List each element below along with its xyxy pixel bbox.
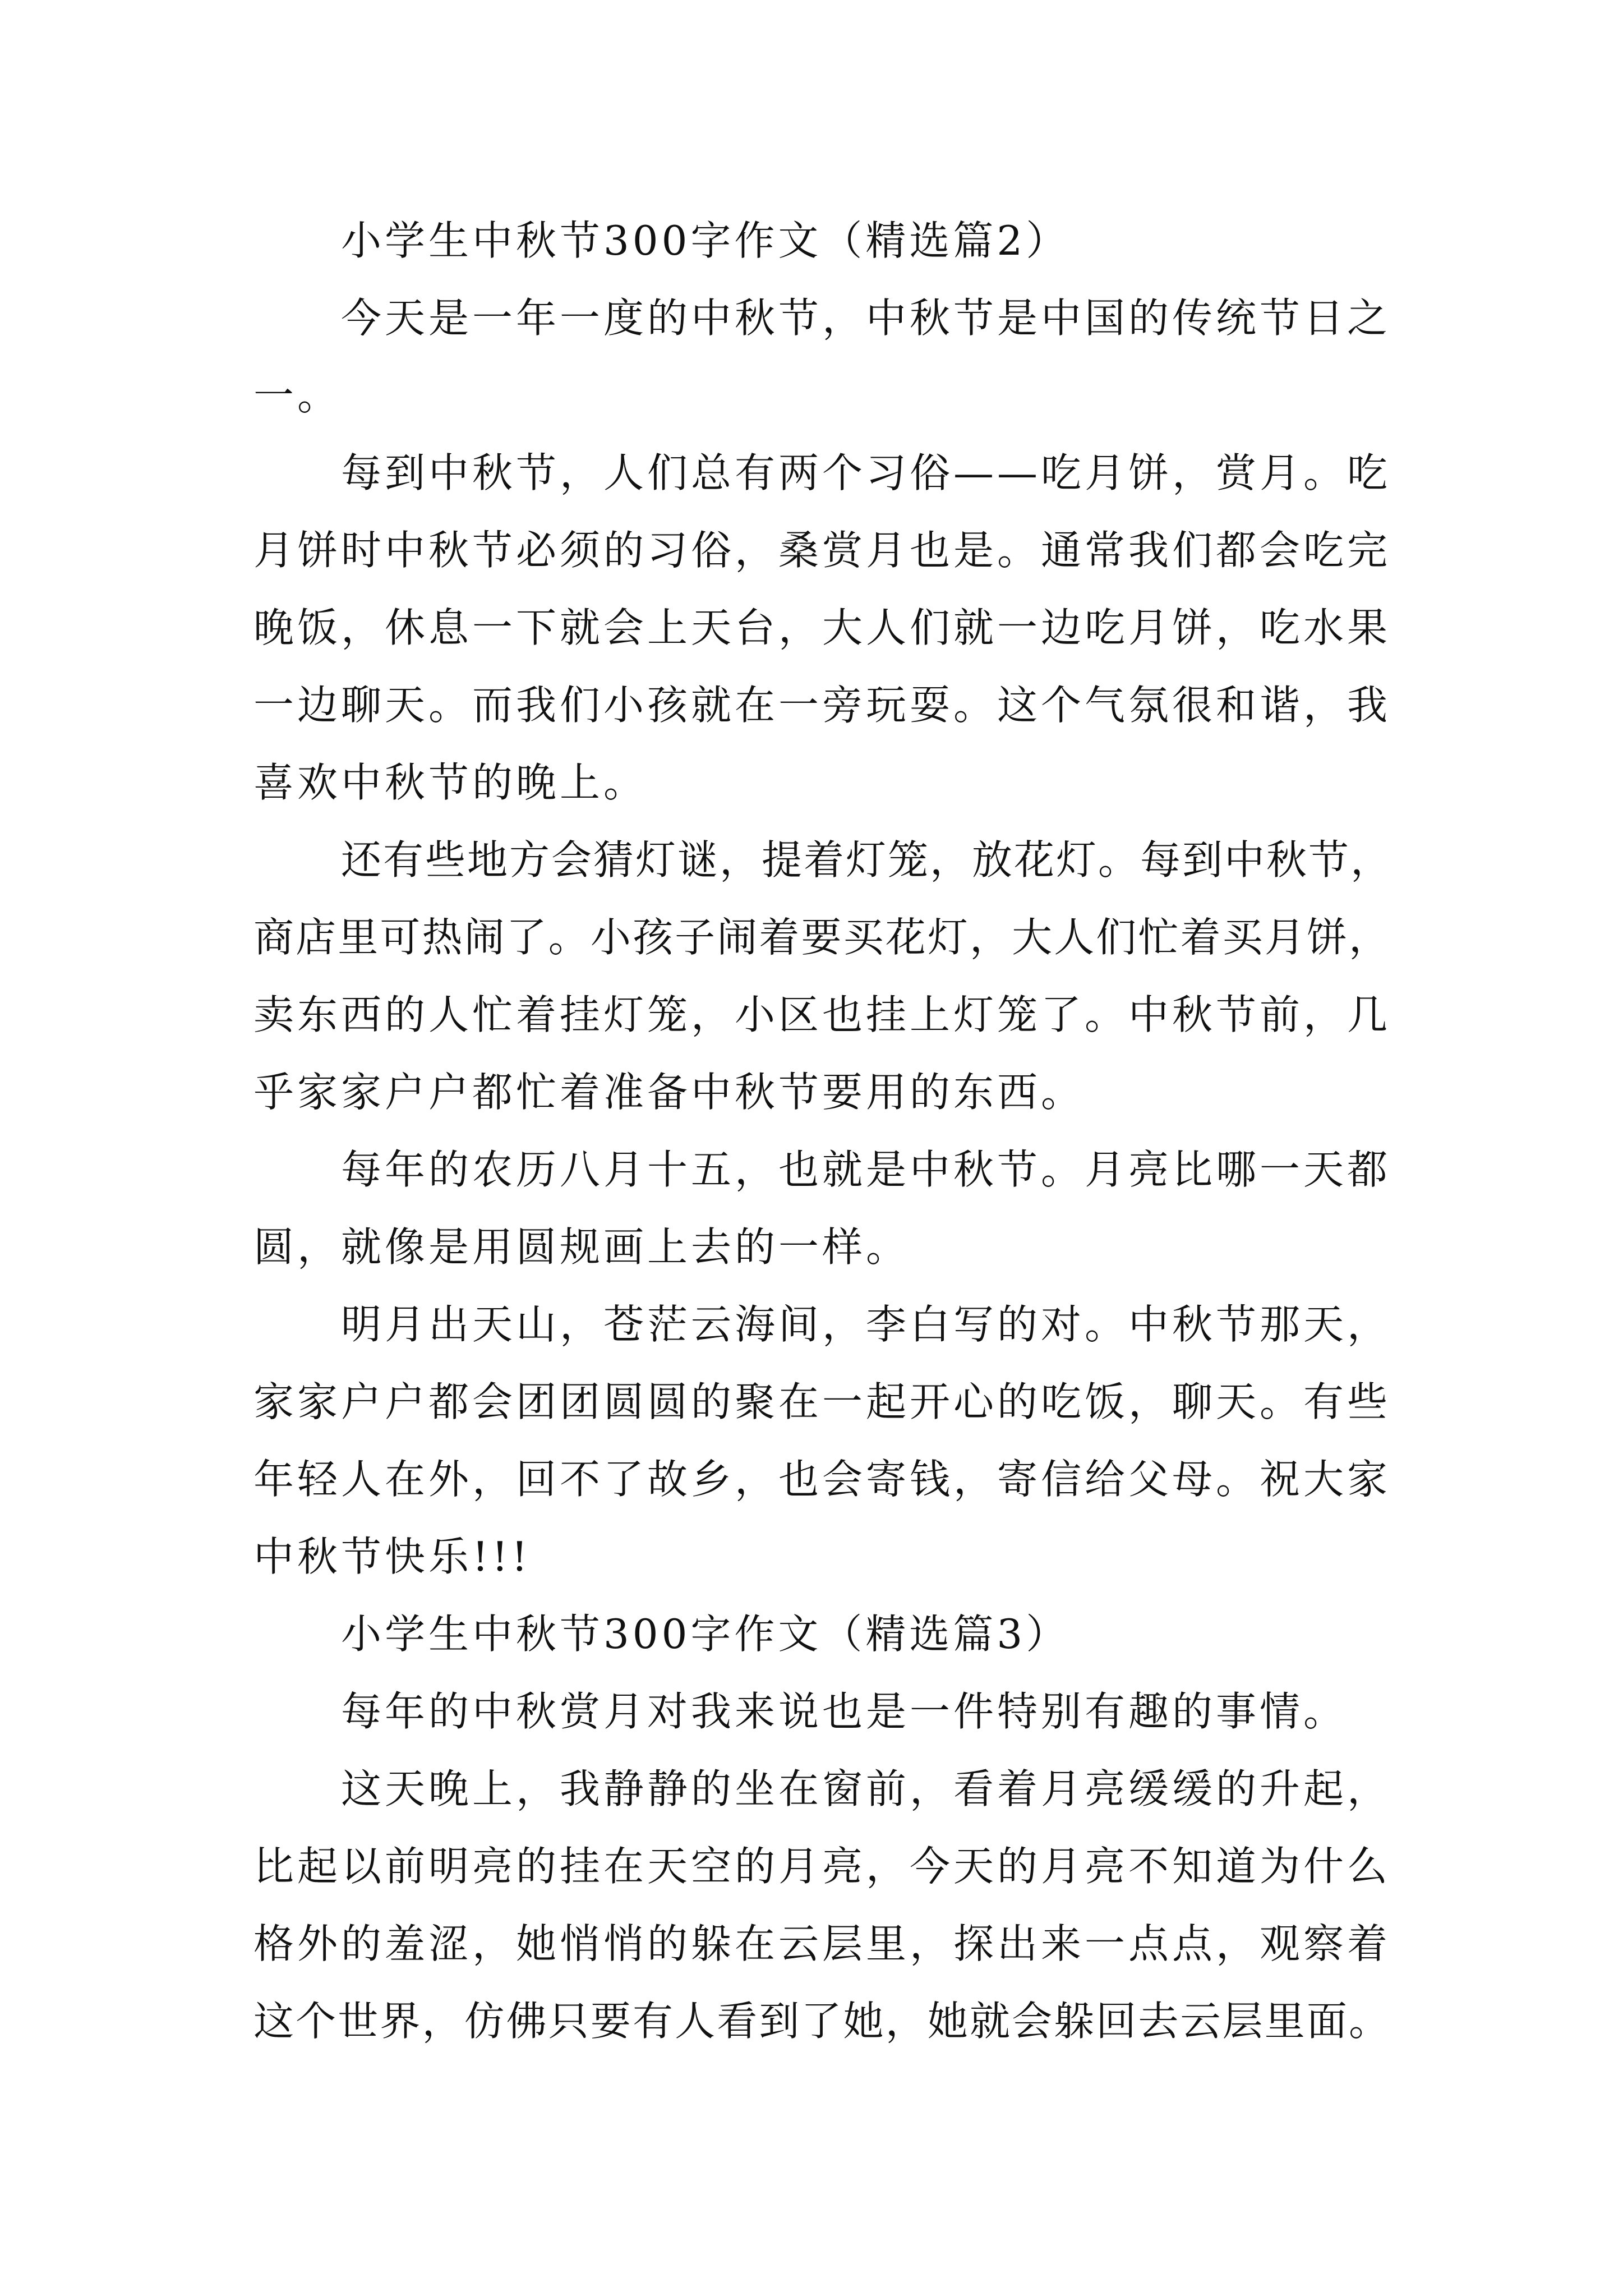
paragraph-line: 月饼时中秋节必须的习俗，桑赏月也是。通常我们都会吃完 <box>253 527 1391 574</box>
paragraph <box>253 1673 1391 1750</box>
paragraph-line: 这个世界，仿佛只要有人看到了她，她就会躲回去云层里面。 <box>253 1998 1391 2045</box>
paragraph-line: 中秋节快乐!!! <box>253 1533 531 1580</box>
paragraph-line: 每到中秋节，人们总有两个习俗——吃月饼，赏月。吃 <box>341 449 1391 496</box>
paragraph <box>253 434 1391 821</box>
paragraph-line: 晚饭，休息一下就会上天台，大人们就一边吃月饼，吃水果 <box>253 604 1391 651</box>
paragraph <box>253 821 1391 1131</box>
paragraph-line: 喜欢中秋节的晚上。 <box>253 759 648 806</box>
paragraph-line: 每年的农历八月十五，也就是中秋节。月亮比哪一天都 <box>341 1146 1391 1193</box>
paragraph <box>253 1286 1391 1595</box>
document-body <box>253 202 1391 2060</box>
paragraph-line: 一。 <box>253 372 342 419</box>
paragraph <box>253 279 1391 434</box>
paragraph-line: 比起以前明亮的挂在天空的月亮，今天的月亮不知道为什么 <box>253 1843 1391 1890</box>
paragraph-line: 家家户户都会团团圆圆的聚在一起开心的吃饭，聊天。有些 <box>253 1378 1391 1425</box>
paragraph-line: 一边聊天。而我们小孩就在一旁玩耍。这个气氛很和谐，我 <box>253 682 1391 729</box>
paragraph-line: 这天晚上，我静静的坐在窗前，看着月亮缓缓的升起， <box>341 1765 1391 1812</box>
paragraph-line: 明月出天山，苍茫云海间，李白写的对。中秋节那天， <box>341 1301 1391 1348</box>
section-heading: 小学生中秋节300字作文（精选篇2） <box>341 217 1070 264</box>
paragraph <box>253 1131 1391 1286</box>
paragraph-line: 格外的羞涩，她悄悄的躲在云层里，探出来一点点，观察着 <box>253 1920 1391 1967</box>
paragraph-line: 还有些地方会猜灯谜，提着灯笼，放花灯。每到中秋节， <box>341 836 1393 884</box>
paragraph-line: 卖东西的人忙着挂灯笼，小区也挂上灯笼了。中秋节前，几 <box>253 991 1391 1038</box>
paragraph-line: 每年的中秋赏月对我来说也是一件特别有趣的事情。 <box>341 1688 1348 1735</box>
paragraph-line: 圆，就像是用圆规画上去的一样。 <box>253 1223 910 1271</box>
paragraph-line: 乎家家户户都忙着准备中秋节要用的东西。 <box>253 1069 1085 1116</box>
paragraph <box>253 1750 1391 2060</box>
essay-section-2 <box>253 202 1391 1595</box>
paragraph-line: 今天是一年一度的中秋节，中秋节是中国的传统节日之 <box>341 295 1391 342</box>
essay-section-3 <box>253 1595 1391 2060</box>
paragraph-line: 商店里可热闹了。小孩子闹着要买花灯，大人们忙着买月饼， <box>253 914 1391 961</box>
section-heading: 小学生中秋节300字作文（精选篇3） <box>341 1611 1070 1658</box>
paragraph-line: 年轻人在外，回不了故乡，也会寄钱，寄信给父母。祝大家 <box>253 1456 1391 1503</box>
